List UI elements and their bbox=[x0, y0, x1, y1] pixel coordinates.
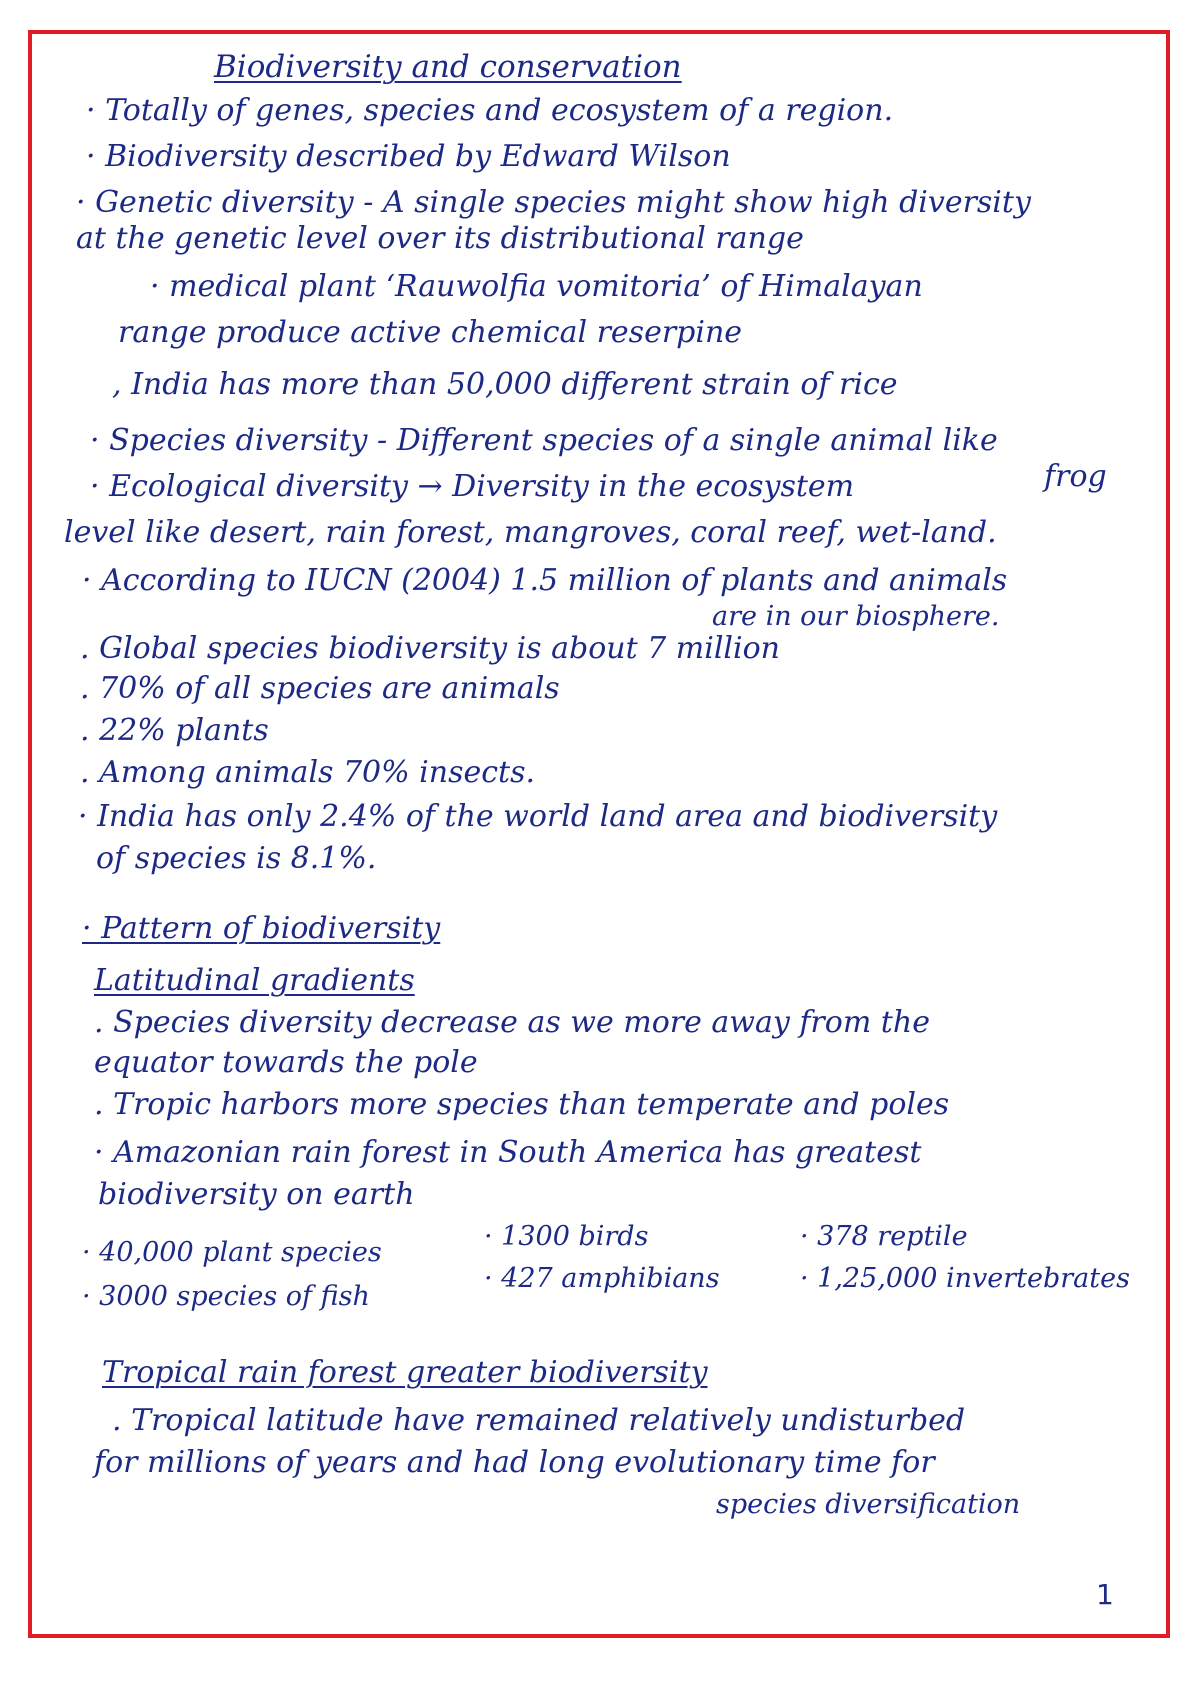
note-line: of species is 8.1%. bbox=[96, 841, 377, 876]
note-line: biodiversity on earth bbox=[98, 1177, 415, 1212]
note-line: for millions of years and had long evolutionary time for bbox=[94, 1445, 935, 1480]
note-line: are in our biosphere. bbox=[712, 601, 1000, 632]
note-line: at the genetic level over its distributional range bbox=[76, 221, 804, 256]
note-line: · Biodiversity described by Edward Wilson bbox=[86, 139, 731, 174]
note-line: . 22% plants bbox=[80, 713, 269, 748]
page-number: 1 bbox=[1096, 1578, 1114, 1611]
note-line: · medical plant ‘Rauwolfia vomitoria’ of Himalayan bbox=[150, 269, 923, 304]
note-line: · India has only 2.4% of the world land area and biodiversity bbox=[78, 799, 998, 834]
note-line: · 378 reptile bbox=[800, 1221, 968, 1252]
note-line: . 70% of all species are animals bbox=[80, 671, 560, 706]
note-line: . Among animals 70% insects. bbox=[80, 755, 536, 790]
note-line: . Species diversity decrease as we more away from the bbox=[94, 1005, 930, 1040]
note-line: · According to IUCN (2004) 1.5 million of plants and animals bbox=[82, 563, 1008, 598]
note-line: frog bbox=[1044, 459, 1107, 494]
note-line: · Genetic diversity - A single species might show high diversity bbox=[76, 185, 1031, 220]
note-line: level like desert, rain forest, mangroves, coral reef, wet-land. bbox=[64, 515, 997, 550]
note-line: . Tropical latitude have remained relatively undisturbed bbox=[112, 1403, 966, 1438]
note-line: , India has more than 50,000 different strain of rice bbox=[112, 367, 898, 402]
note-line: · Totally of genes, species and ecosystem of a region. bbox=[86, 93, 894, 128]
note-line: · Amazonian rain forest in South America has greatest bbox=[94, 1135, 922, 1170]
note-line: species diversification bbox=[716, 1489, 1021, 1520]
note-line: · Pattern of biodiversity bbox=[82, 911, 441, 946]
note-line: . Global species biodiversity is about 7 million bbox=[80, 631, 781, 666]
note-line: equator towards the pole bbox=[94, 1045, 478, 1080]
note-line: · 40,000 plant species bbox=[82, 1237, 382, 1268]
page-title: Biodiversity and conservation bbox=[214, 49, 682, 85]
note-line: range produce active chemical reserpine bbox=[118, 315, 743, 350]
note-line: · Ecological diversity → Diversity in the ecosystem bbox=[90, 469, 855, 504]
note-line: Tropical rain forest greater biodiversity bbox=[102, 1355, 708, 1390]
note-line: Latitudinal gradients bbox=[94, 963, 415, 998]
note-line: · 1,25,000 invertebrates bbox=[800, 1263, 1130, 1294]
note-line: · 3000 species of fish bbox=[82, 1281, 370, 1312]
note-line: · Species diversity - Different species of a single animal like bbox=[90, 423, 998, 458]
note-line: · 1300 birds bbox=[484, 1221, 649, 1252]
note-line: . Tropic harbors more species than temperate and poles bbox=[94, 1087, 950, 1122]
note-line: · 427 amphibians bbox=[484, 1263, 720, 1294]
